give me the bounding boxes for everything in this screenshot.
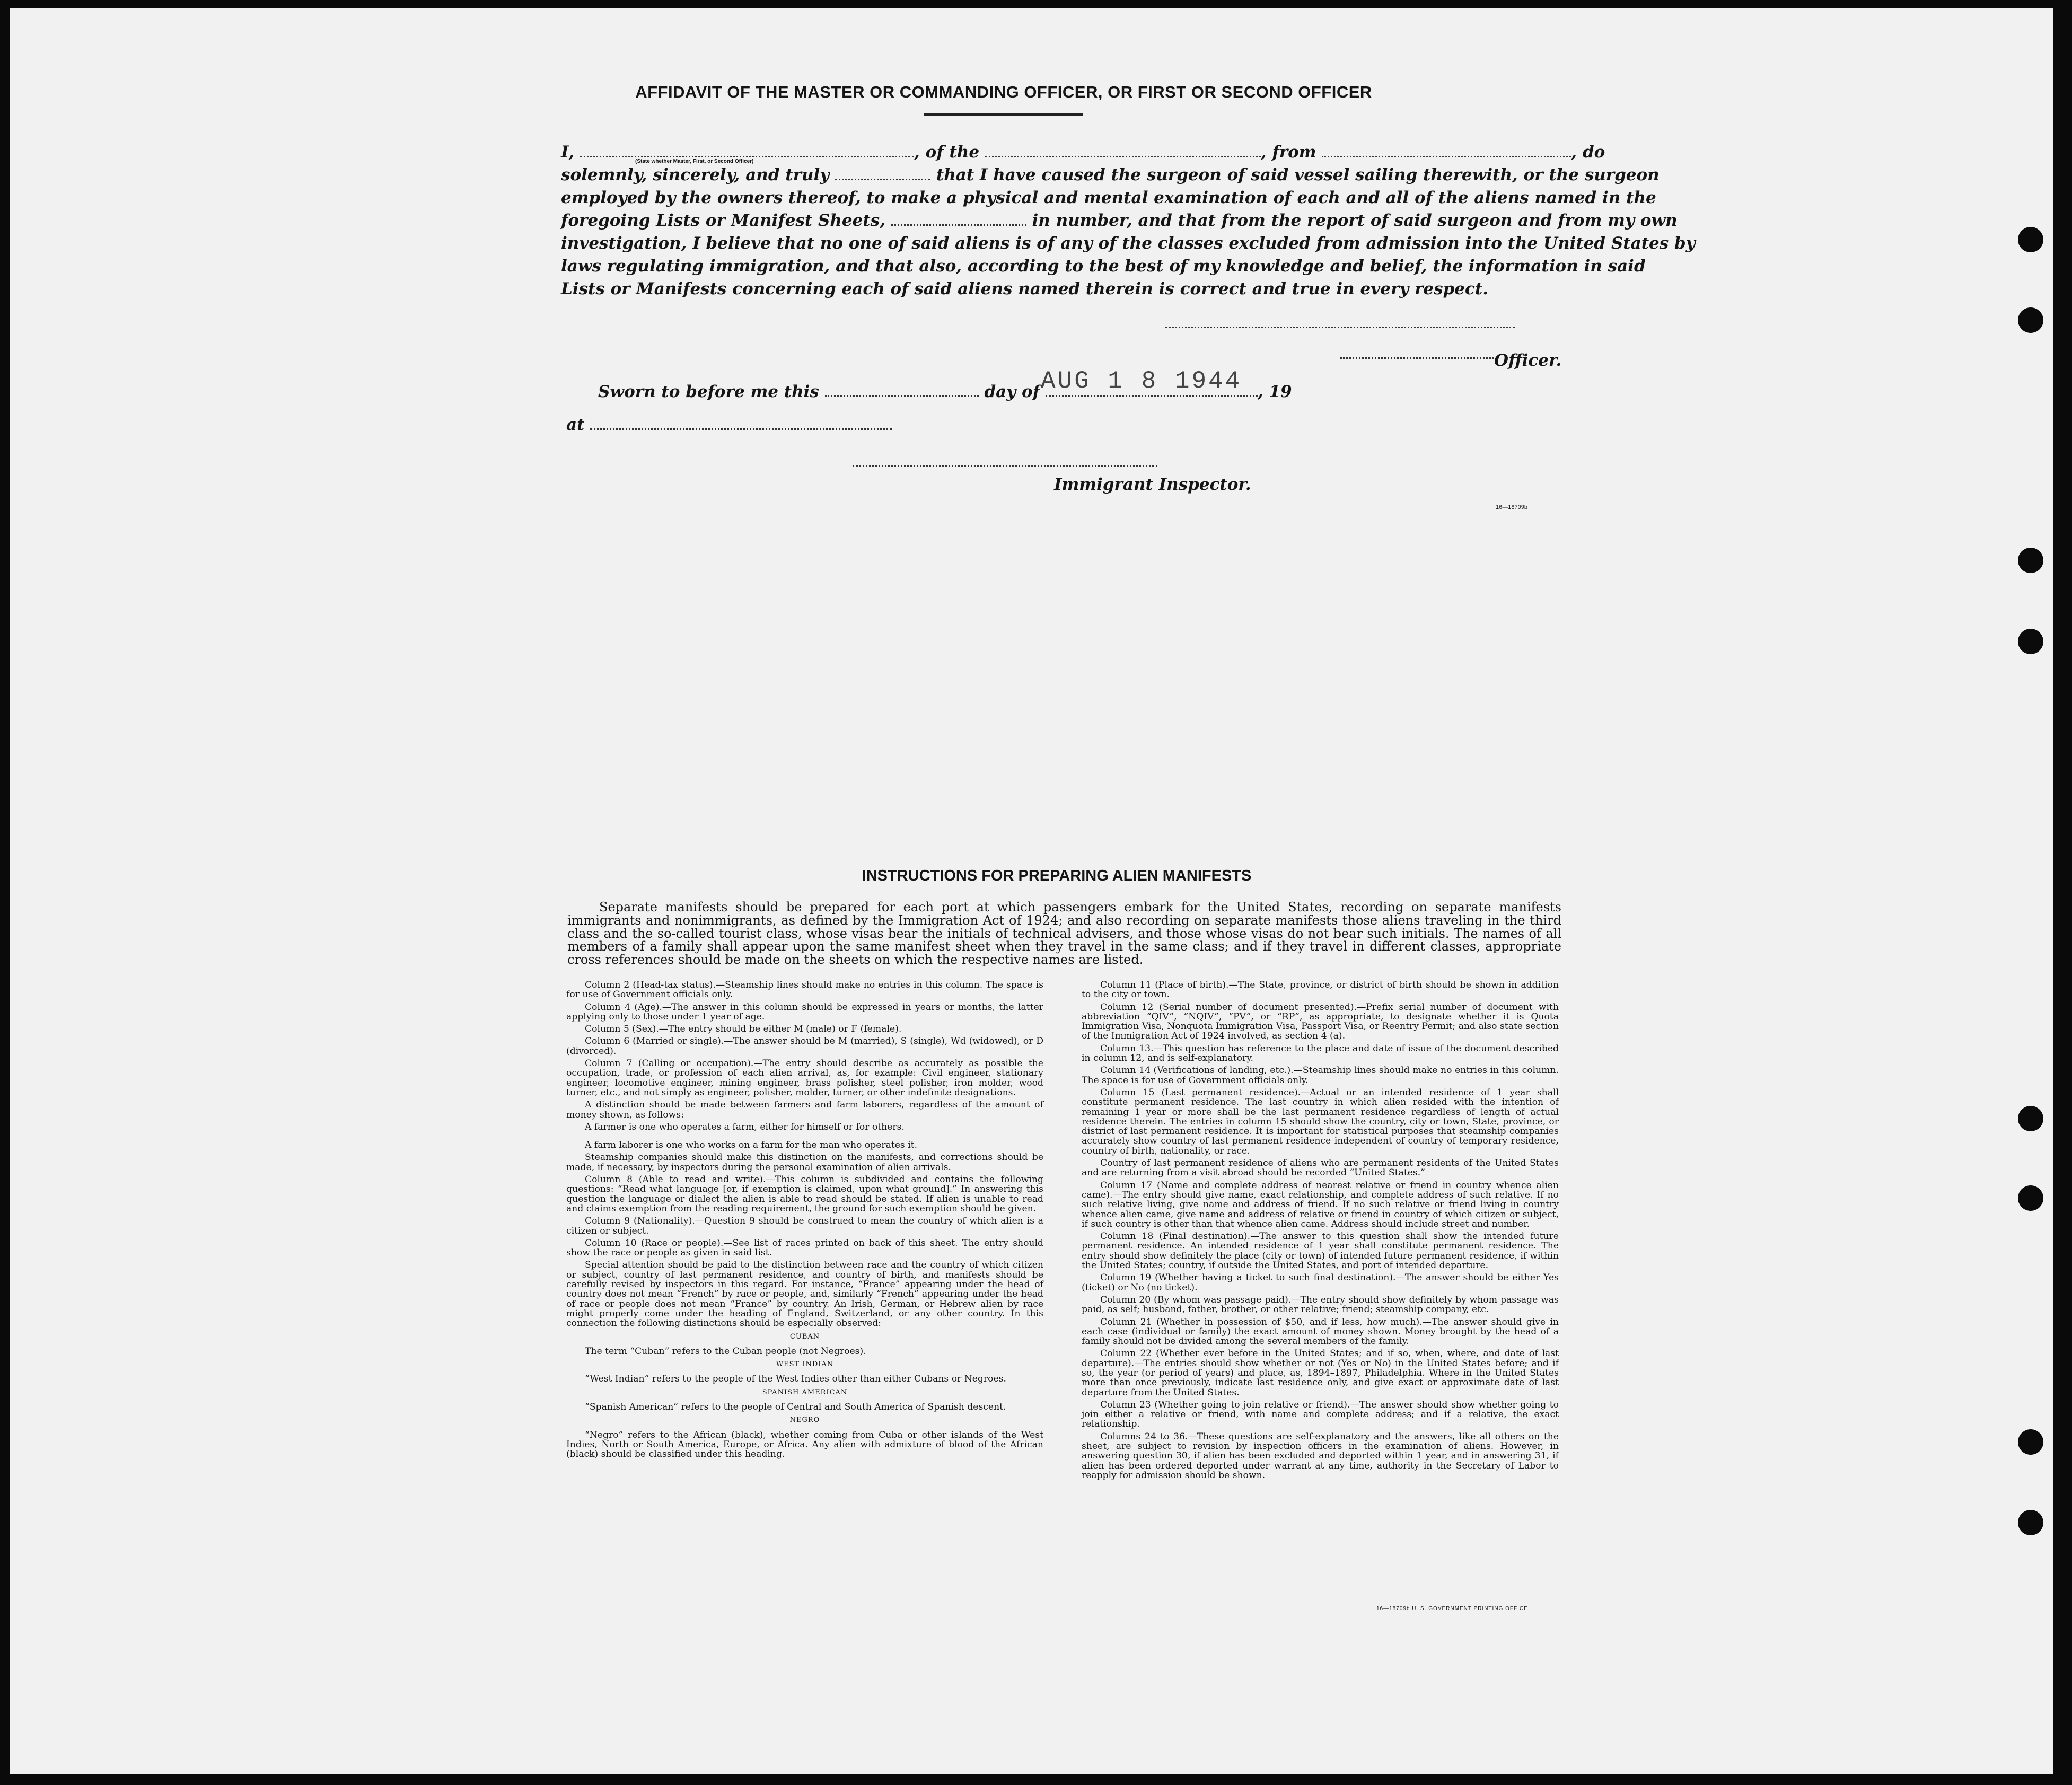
- section-heading: CUBAN: [789, 1332, 820, 1341]
- instructions-left-column: [566, 980, 1043, 1462]
- section-heading: WEST INDIAN: [776, 1360, 834, 1369]
- affidavit-body: [561, 141, 1696, 301]
- instruction-paragraph: Column 2 (Head-tax status).—Steamship lines should make no entries in this column. The space is for use of Government officials only.: [566, 980, 1043, 1000]
- affidavit-line-5: investigation, I believe that no one of said aliens is of any of the classes excluded from admission into the United States by: [561, 234, 1696, 253]
- instruction-paragraph: Columns 24 to 36.—These questions are self-explanatory and the answers, like all others on the sheet, are subject to revision by inspection officers in the examination of aliens. However, in answering question 30, if alien has been excluded and deported within 1 year, and in answering 31, if alien has been ordered deported under warrant at any time, authority in the Secretary of Labor to reapply for admission should be shown.: [1082, 1431, 1559, 1481]
- affidavit-line-1: I, , of the , from , do: [561, 143, 1605, 162]
- affidavit-line-7: Lists or Manifests concerning each of said aliens named therein is correct and true in every respect.: [561, 279, 1488, 298]
- instruction-paragraph: Column 23 (Whether going to join relative or friend).—The answer should show whether going to join either a relative or friend, with name and complete address; and if a relative, the exact relationship.: [1082, 1399, 1559, 1430]
- blank-field: [590, 417, 892, 430]
- instruction-paragraph: A farm laborer is one who works on a farm for the man who operates it.: [585, 1140, 918, 1151]
- instruction-paragraph: Column 7 (Calling or occupation).—The entry should describe as accurately as possible the occupation, trade, or profession of each alien arrival, as, for example: Civil engineer, stationary engineer, locomotive engineer, mining engineer, brass polisher, steel polisher, iron molder, wood turner, etc., and not simply as engineer, polisher, molder, turner, or other indefinite designations.: [566, 1058, 1043, 1098]
- affidavit-line-3: employed by the owners thereof, to make a physical and mental examination of each and all of the aliens named in the: [561, 188, 1656, 207]
- instruction-paragraph: Column 8 (Able to read and write).—This column is subdivided and contains the following questions: “Read what language [or, if exemption is claimed, upon what ground].” In answering this question the language or dialect the alien is able to read should be stated. If alien is unable to read and claims exemption from the reading requirement, the ground for such exemption should be given.: [566, 1174, 1043, 1214]
- at-line: at: [566, 415, 892, 434]
- instruction-paragraph: Column 10 (Race or people).—See list of races printed on back of this sheet. The entry should show the race or people as given in said list.: [566, 1237, 1043, 1259]
- instructions-intro: Separate manifests should be prepared for each port at which passengers embark for the United States, recording on separate manifests immigrants and nonimmigrants, as defined by the Immigration Act of 1924; and also recording on separate manifests those aliens traveling in the third class and the so-called tourist class, whose visas bear the initials of technical advisers, and those whose visas do not bear such initials. The names of all members of a family shall appear upon the same manifest sheet when they travel in the same class; and if they travel in different classes, appropriate cross references should be made on the sheets on which the respective names are listed.: [567, 900, 1561, 968]
- binder-hole: [2018, 1185, 2043, 1211]
- instruction-paragraph: Column 22 (Whether ever before in the United States; and if so, when, where, and date of last departure).—The entries should show whether or not (Yes or No) in the United States before; and if so, the year (or period of years) and place, as, 1894–1897, Philadelphia. Where in the United States more than once previously, indicate last residence only, and give exact or approximate date of last departure from the United States.: [1082, 1348, 1559, 1398]
- officer-signature-line: [1340, 356, 1494, 359]
- blank-field: [825, 384, 979, 397]
- instruction-paragraph: Column 6 (Married or single).—The answer should be M (married), S (single), Wd (widowed), or D (divorced).: [566, 1036, 1043, 1057]
- affidavit-title: AFFIDAVIT OF THE MASTER OR COMMANDING OFFICER, OR FIRST OR SECOND OFFICER: [635, 83, 1372, 101]
- binder-hole: [2018, 227, 2043, 252]
- officer-label: Officer.: [1494, 351, 1562, 370]
- instruction-paragraph: A distinction should be made between farmers and farm laborers, regardless of the amount of money shown, as follows:: [566, 1100, 1043, 1120]
- instruction-paragraph: Column 4 (Age).—The answer in this column should be expressed in years or months, the latter applying only to those under 1 year of age.: [566, 1001, 1043, 1022]
- instructions-title: INSTRUCTIONS FOR PREPARING ALIEN MANIFESTS: [862, 867, 1252, 884]
- instruction-paragraph: “Spanish American” refers to the people of Central and South America of Spanish descent.: [585, 1401, 1006, 1412]
- instruction-paragraph: Column 13.—This question has reference to the place and date of issue of the document described in column 12, and is self-explanatory.: [1082, 1043, 1559, 1064]
- binder-hole: [2018, 629, 2043, 654]
- instruction-paragraph: Steamship companies should make this distinction on the manifests, and corrections should be made, if necessary, by inspectors during the personal examination of alien arrivals.: [566, 1152, 1043, 1173]
- document-page: [10, 8, 2053, 1774]
- section-heading: NEGRO: [789, 1416, 820, 1425]
- instruction-paragraph: Special attention should be paid to the distinction between race and the country of which citizen or subject, country of last permanent residence, and country of birth, and manifests should be carefully revised by inspectors in this regard. For instance, “France” appearing under the head of country does not mean “French” by race or people, and, similarly “French” appearing under the head of race or people does not mean “France” by country. An Irish, German, or Hebrew alien by race might properly come under the heading of England, Switzerland, or any other country. In this connection the following distinctions should be especially observed:: [566, 1260, 1043, 1329]
- instruction-paragraph: Column 21 (Whether in possession of $50, and if less, how much).—The answer should give in each case (individual or family) the exact amount of money shown. Money brought by the head of a family should not be divided among the several members of the family.: [1082, 1316, 1559, 1347]
- instruction-paragraph: “Negro” refers to the African (black), whether coming from Cuba or other islands of the West Indies, North or South America, Europe, or Africa. Any alien with admixture of blood of the African (black) should be classified under this heading.: [566, 1429, 1043, 1460]
- inspector-signature-line: [853, 464, 1157, 467]
- inspector-label: Immigrant Inspector.: [1054, 475, 1251, 494]
- instruction-paragraph: Column 14 (Verifications of landing, etc.).—Steamship lines should make no entries in this column. The space is for use of Government officials only.: [1082, 1065, 1559, 1086]
- instruction-paragraph: Column 12 (Serial number of document presented).—Prefix serial number of document with abbreviation “QIV”, “NQIV”, “PV”, or “RP”, as appropriate, to designate whether it is Quota Immigration Visa, Nonquota Immigration Visa, Passport Visa, or Reentry Permit; and also state section of the Immigration Act of 1924 involved, as section 4 (a).: [1082, 1001, 1559, 1042]
- affidavit-line-2: solemnly, sincerely, and truly that I have caused the surgeon of said vessel sailing therewith, or the surgeon: [561, 165, 1660, 184]
- instruction-paragraph: A farmer is one who operates a farm, either for himself or for others.: [585, 1121, 905, 1132]
- binder-hole: [2018, 1106, 2043, 1131]
- instruction-paragraph: Column 20 (By whom was passage paid).—The entry should show definitely by whom passage was paid, as self; husband, father, brother, or other relative; friend; steamship company, etc.: [1082, 1294, 1559, 1315]
- date-stamp: AUG 1 8 1944: [1041, 367, 1242, 395]
- binder-hole: [2018, 1510, 2043, 1535]
- blank-field: [891, 213, 1026, 226]
- instruction-paragraph: Country of last permanent residence of aliens who are permanent residents of the United States and are returning from a visit abroad should be recorded “United States.”: [1082, 1158, 1559, 1179]
- officer-type-note: (State whether Master, First, or Second Officer): [635, 159, 754, 164]
- instruction-paragraph: Column 15 (Last permanent residence).—Actual or an intended residence of 1 year shall constitute permanent residence. The last country in which alien resided with the intention of remaining 1 year or more shall be the last permanent residence regardless of length of actual residence therein. The entries in column 15 should show the country, city or town, State, province, or district of last permanent residence. It is important for statistical purposes that steamship companies accurately show country of last permanent residence independent of country of temporary residence, country of birth, nationality, or race.: [1082, 1087, 1559, 1156]
- form-number: 16—18709b: [1496, 504, 1527, 511]
- binder-hole: [2018, 307, 2043, 333]
- instruction-paragraph: Column 18 (Final destination).—The answer to this question shall show the intended future permanent residence. An intended residence of 1 year shall constitute permanent residence. The entry should show definitely the place (city or town) of intended future permanent residence, if within the United States; country, if outside the United States, and port of intended departure.: [1082, 1231, 1559, 1271]
- instruction-paragraph: Column 19 (Whether having a ticket to such final destination).—The answer should be either Yes (ticket) or No (no ticket).: [1082, 1272, 1559, 1293]
- blank-field: [985, 144, 1261, 157]
- signature-line: [1165, 326, 1515, 328]
- title-underline: [924, 113, 1083, 116]
- affidavit-line-4: foregoing Lists or Manifest Sheets, in number, and that from the report of said surgeon and from my own: [561, 211, 1678, 230]
- instruction-paragraph: Column 11 (Place of birth).—The State, province, or district of birth should be shown in addition to the city or town.: [1082, 980, 1559, 1000]
- sworn-line: Sworn to before me this day of , 19: [598, 382, 1292, 401]
- binder-hole: [2018, 548, 2043, 573]
- instruction-paragraph: “West Indian” refers to the people of the West Indies other than either Cubans or Negroes.: [585, 1374, 1006, 1385]
- instruction-paragraph: Column 9 (Nationality).—Question 9 should be construed to mean the country of which alien is a citizen or subject.: [566, 1216, 1043, 1236]
- instructions-right-column: [1082, 980, 1559, 1483]
- blank-field: [580, 144, 914, 157]
- section-heading: SPANISH AMERICAN: [762, 1388, 848, 1396]
- instruction-paragraph: Column 5 (Sex).—The entry should be either M (male) or F (female).: [585, 1024, 902, 1035]
- printing-office-footer: 16—18709b U. S. GOVERNMENT PRINTING OFFICE: [1376, 1606, 1528, 1612]
- instruction-paragraph: Column 17 (Name and complete address of nearest relative or friend in country whence alien came).—The entry should give name, exact relationship, and complete address of such relative. If no such relative living, give name and address of friend. If no such relative or friend living in country whence alien came, give name and address of relative or friend in country of which citizen or subject, if such country is other than that whence alien came. Address should include street and number.: [1082, 1180, 1559, 1229]
- blank-field: [835, 167, 930, 180]
- blank-field: [1322, 144, 1571, 157]
- binder-hole: [2018, 1429, 2043, 1455]
- affidavit-line-6: laws regulating immigration, and that also, according to the best of my knowledge and belief, the information in said: [561, 257, 1646, 276]
- instruction-paragraph: The term “Cuban” refers to the Cuban people (not Negroes).: [585, 1346, 866, 1357]
